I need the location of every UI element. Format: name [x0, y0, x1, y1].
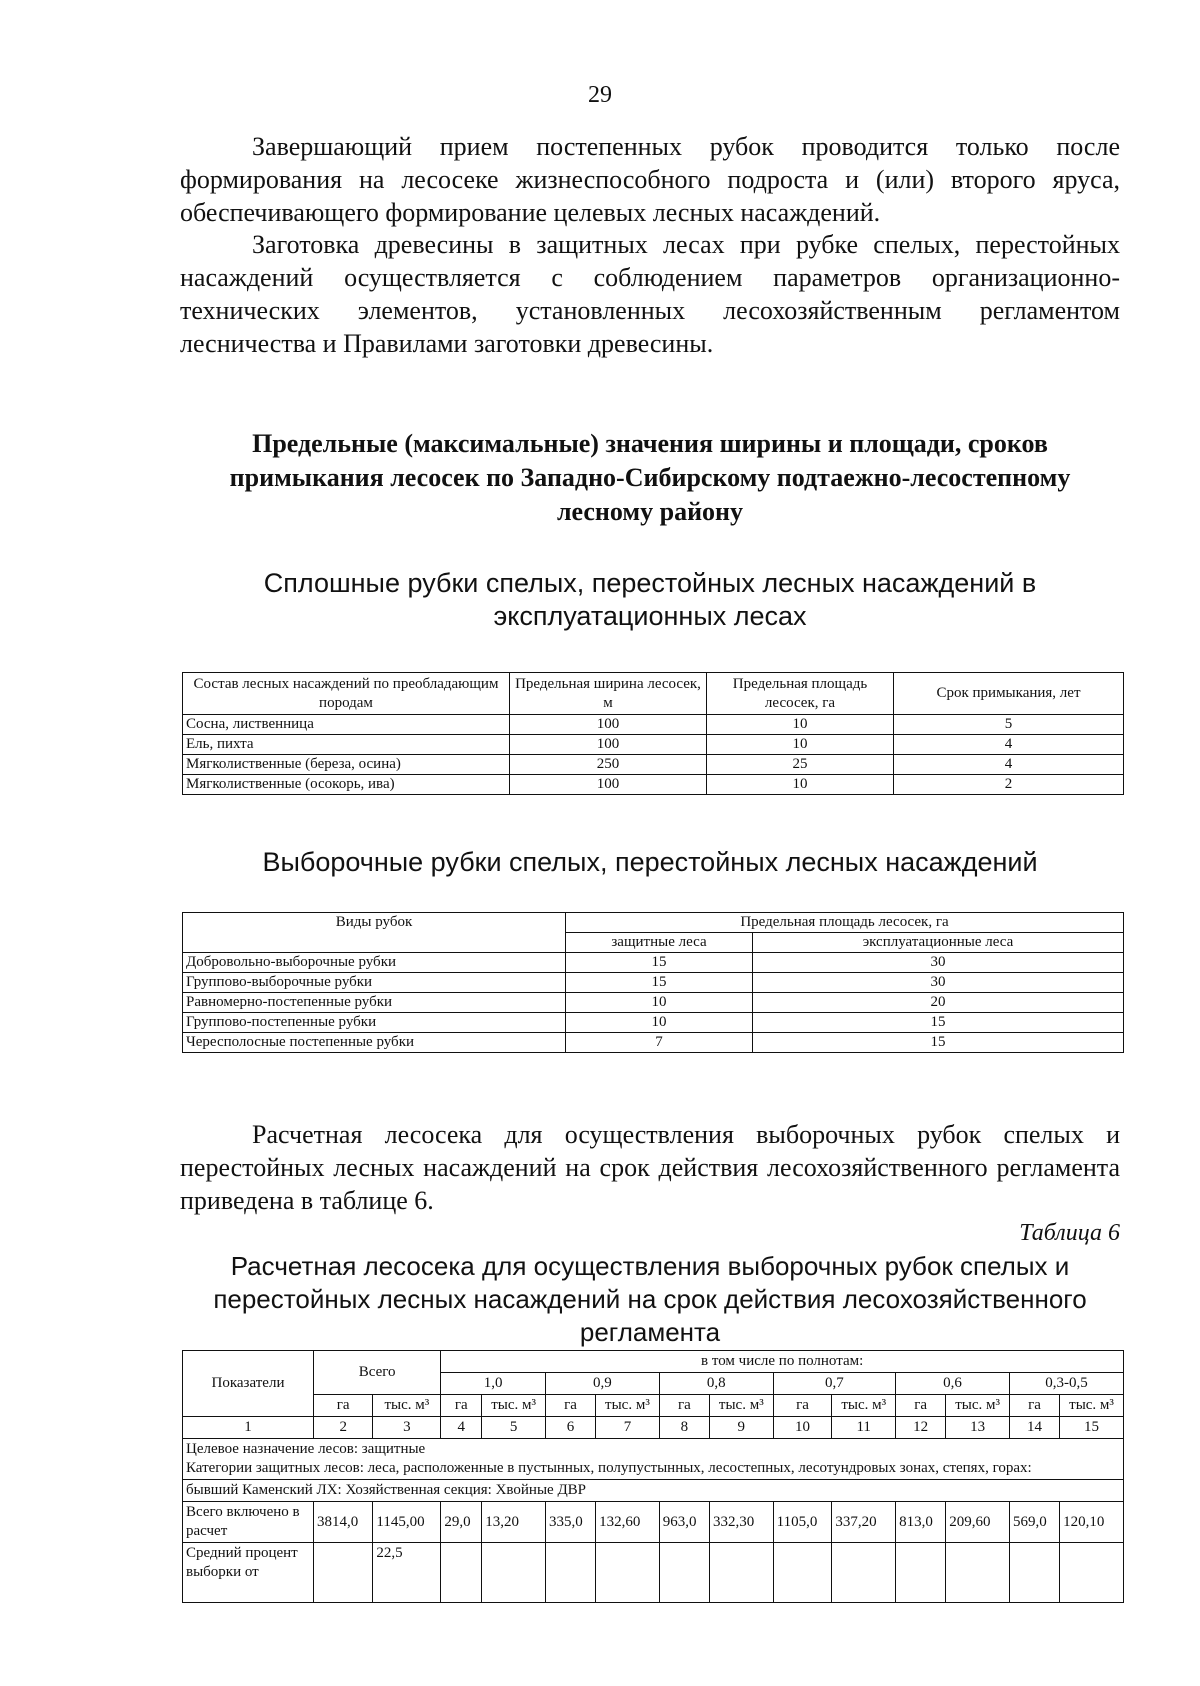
table-cell: 120,10 [1060, 1502, 1124, 1543]
table-cell: 10 [707, 735, 894, 755]
table-row [183, 1033, 1124, 1053]
table-cell: 4 [894, 735, 1124, 755]
column-number: 14 [1009, 1417, 1059, 1439]
column-number: 12 [896, 1417, 946, 1439]
column-number: 11 [832, 1417, 896, 1439]
table-cell: 7 [566, 1033, 753, 1053]
unit-header: тыс. м³ [482, 1395, 546, 1417]
table-cell [183, 1439, 1124, 1480]
density-header: 0,3-0,5 [1009, 1373, 1123, 1395]
table-cell: 30 [753, 973, 1124, 993]
unit-header: га [1009, 1395, 1059, 1417]
table-cell: 337,20 [832, 1502, 896, 1543]
table-row [183, 953, 1124, 973]
paragraph-1: Завершающий прием постепенных рубок проводится только после формирования на лесосеке жизнеспособного подроста и (или) второго яруса, обеспечивающего формирование целевых лесных насаждений. [180, 132, 1120, 227]
table-cell [896, 1543, 946, 1603]
table-cell: 250 [510, 755, 707, 775]
table-header: Показатели [183, 1351, 314, 1417]
table-cell: 10 [707, 775, 894, 795]
table-cell [773, 1543, 832, 1603]
table-cell: 10 [707, 715, 894, 735]
table-cell: 29,0 [441, 1502, 482, 1543]
column-number: 6 [545, 1417, 595, 1439]
categories-text: Категории защитных лесов: леса, расположенные в пустынных, полупустынных, лесостепных, лесотундровых зонах, степях, горах: [186, 1460, 1032, 1476]
table-cell: 4 [894, 755, 1124, 775]
table-cell: Чересполосные постепенные рубки [183, 1033, 566, 1053]
column-number: 3 [373, 1417, 441, 1439]
table-cell [545, 1543, 595, 1603]
table-cell: 20 [753, 993, 1124, 1013]
table-row [183, 1480, 1124, 1502]
table-cell [1060, 1543, 1124, 1603]
table-cell: 30 [753, 953, 1124, 973]
table-cell: 15 [753, 1013, 1124, 1033]
table-cell: Сосна, лиственница [183, 715, 510, 735]
unit-header: га [545, 1395, 595, 1417]
selective-cut-limits-table [182, 912, 1124, 1053]
table-cell: 1145,00 [373, 1502, 441, 1543]
table-row [183, 1439, 1124, 1480]
column-number: 4 [441, 1417, 482, 1439]
table-cell: 10 [566, 993, 753, 1013]
table-cell: 15 [566, 953, 753, 973]
table-cell: 13,20 [482, 1502, 546, 1543]
table-cell: 3814,0 [314, 1502, 373, 1543]
table-cell: Равномерно-постепенные рубки [183, 993, 566, 1013]
column-number: 2 [314, 1417, 373, 1439]
table-header: Предельная площадь лесосек, га [566, 913, 1124, 933]
table-cell: 209,60 [946, 1502, 1010, 1543]
table-cell: Мягколиственные (береза, осина) [183, 755, 510, 775]
table-row [183, 1543, 1124, 1603]
column-number-row [183, 1417, 1124, 1439]
column-number: 10 [773, 1417, 832, 1439]
table-cell: 100 [510, 735, 707, 755]
table-cell [659, 1543, 709, 1603]
table-header: Предельная ширина лесосек, м [510, 673, 707, 715]
unit-header: га [441, 1395, 482, 1417]
table-cell: 2 [894, 775, 1124, 795]
table-header: Виды рубок [183, 913, 566, 953]
table-cell: 132,60 [596, 1502, 660, 1543]
table-header: Предельная площадь лесосек, га [707, 673, 894, 715]
table-cell: Ель, пихта [183, 735, 510, 755]
table-6-title: Расчетная лесосека для осуществления выборочных рубок спелых и перестойных лесных насаждений на срок действия лесохозяйственного регламента [213, 1251, 1087, 1347]
column-number: 8 [659, 1417, 709, 1439]
table-cell: 335,0 [545, 1502, 595, 1543]
table-cell: Группово-постепенные рубки [183, 1013, 566, 1033]
purpose-text: Целевое назначение лесов: защитные [186, 1441, 426, 1457]
table-cell: 15 [753, 1033, 1124, 1053]
table-cell: Добровольно-выборочные рубки [183, 953, 566, 973]
table-header: Срок примыкания, лет [894, 673, 1124, 715]
table-cell: 5 [894, 715, 1124, 735]
subheading-selective-cut: Выборочные рубки спелых, перестойных лесных насаждений [262, 847, 1038, 877]
table-cell [1009, 1543, 1059, 1603]
row-label: Всего включено в расчет [183, 1502, 314, 1543]
column-number: 15 [1060, 1417, 1124, 1439]
table-header: эксплуатационные леса [753, 933, 1124, 953]
table-cell: 1105,0 [773, 1502, 832, 1543]
table-header: Состав лесных насаждений по преобладающим породам [183, 673, 510, 715]
unit-header: тыс. м³ [946, 1395, 1010, 1417]
table-row [183, 973, 1124, 993]
column-number: 7 [596, 1417, 660, 1439]
page-number: 29 [588, 82, 612, 108]
table-row [183, 755, 1124, 775]
table-cell: 100 [510, 715, 707, 735]
column-number: 13 [946, 1417, 1010, 1439]
table-cell [946, 1543, 1010, 1603]
density-header: 0,6 [896, 1373, 1010, 1395]
table-cell: 332,30 [709, 1502, 773, 1543]
table-cell: Группово-выборочные рубки [183, 973, 566, 993]
unit-header: тыс. м³ [832, 1395, 896, 1417]
allowable-cut-table [182, 1350, 1124, 1603]
table-cell: 569,0 [1009, 1502, 1059, 1543]
table-row [183, 735, 1124, 755]
unit-header: тыс. м³ [1060, 1395, 1124, 1417]
table-row [183, 1502, 1124, 1543]
table-cell: 10 [566, 1013, 753, 1033]
column-number: 5 [482, 1417, 546, 1439]
paragraph-3: Расчетная лесосека для осуществления выборочных рубок спелых и перестойных лесных насаждений на срок действия лесохозяйственного регламента приведена в таблице 6. [180, 1120, 1120, 1215]
table-cell: 15 [566, 973, 753, 993]
column-number: 1 [183, 1417, 314, 1439]
table-cell [314, 1543, 373, 1603]
table-cell [596, 1543, 660, 1603]
table-label: Таблица 6 [1019, 1220, 1120, 1246]
unit-header: га [659, 1395, 709, 1417]
row-label: Средний процент выборки от [183, 1543, 314, 1603]
table-header: защитные леса [566, 933, 753, 953]
density-header: 0,7 [773, 1373, 895, 1395]
unit-header: га [314, 1395, 373, 1417]
density-header: 0,9 [545, 1373, 659, 1395]
section-heading: Предельные (максимальные) значения ширины и площади, сроков примыкания лесосек по Западно-Сибирскому подтаежно-лесостепному лесному району [229, 429, 1071, 526]
table-header: Всего [314, 1351, 441, 1395]
table-row [183, 993, 1124, 1013]
paragraph-2: Заготовка древесины в защитных лесах при рубке спелых, перестойных насаждений осуществляется с соблюдением параметров организационно-технических элементов, установленных лесохозяйственным регламентом лесничества и Правилами заготовки древесины. [180, 230, 1120, 358]
column-number: 9 [709, 1417, 773, 1439]
density-header: 0,8 [659, 1373, 773, 1395]
subheading-clear-cut: Сплошные рубки спелых, перестойных лесных насаждений в эксплуатационных лесах [263, 568, 1037, 631]
density-header: 1,0 [441, 1373, 546, 1395]
unit-header: га [896, 1395, 946, 1417]
unit-header: тыс. м³ [373, 1395, 441, 1417]
table-header: в том числе по полнотам: [441, 1351, 1124, 1373]
table-cell [709, 1543, 773, 1603]
table-cell: 963,0 [659, 1502, 709, 1543]
table-cell [441, 1543, 482, 1603]
table-cell: Мягколиственные (осокорь, ива) [183, 775, 510, 795]
table-cell: 22,5 [373, 1543, 441, 1603]
table-row [183, 715, 1124, 735]
table-cell: 25 [707, 755, 894, 775]
clear-cut-limits-table [182, 672, 1124, 795]
table-cell: 813,0 [896, 1502, 946, 1543]
table-cell [832, 1543, 896, 1603]
unit-header: тыс. м³ [709, 1395, 773, 1417]
unit-header: тыс. м³ [596, 1395, 660, 1417]
table-row [183, 775, 1124, 795]
section-text: бывший Каменский ЛХ: Хозяйственная секция: Хвойные ДВР [183, 1480, 1124, 1502]
table-row [183, 1013, 1124, 1033]
table-cell: 100 [510, 775, 707, 795]
table-cell [482, 1543, 546, 1603]
unit-header: га [773, 1395, 832, 1417]
